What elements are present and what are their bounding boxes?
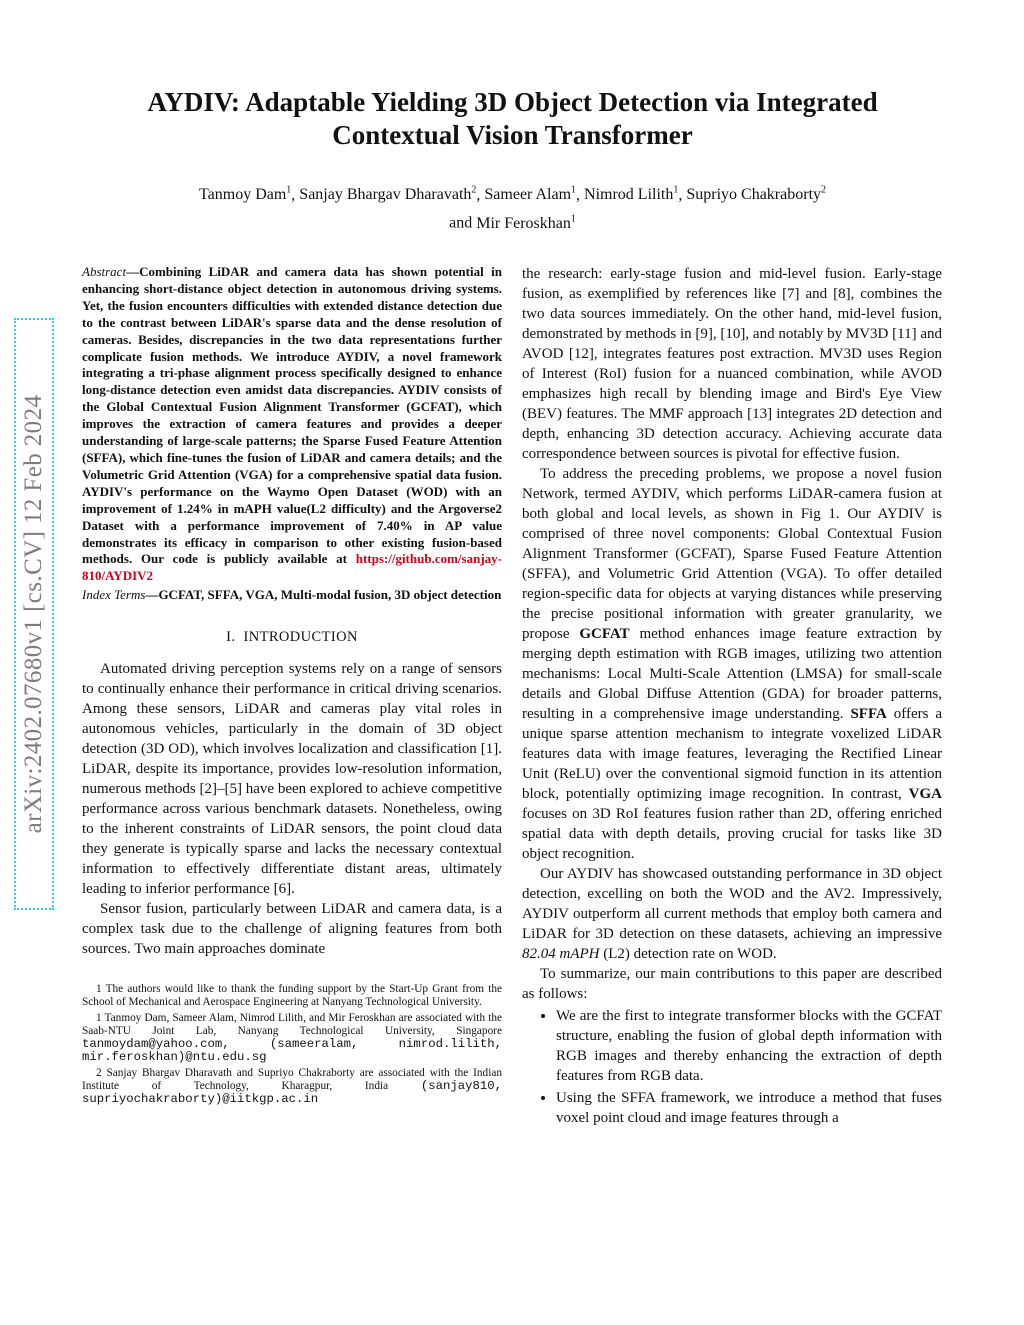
vga-term: VGA bbox=[908, 786, 942, 802]
intro-paragraph: To summarize, our main contributions to this paper are described as follows: bbox=[522, 966, 942, 1002]
arxiv-identifier-stamp bbox=[14, 318, 54, 910]
author: Supriyo Chakraborty$^2$ bbox=[686, 185, 827, 204]
footnote-affiliation-2: 2 Sanjay Bhargav Dharavath and Supriyo Chakraborty are associated with the Indian Institute of Technology, Kharagpur, India (sanjay810, supriyochakraborty)@iitkgp.ac.in bbox=[82, 1067, 502, 1107]
code-repository-link[interactable]: https://github.com/sanjay-810/AYDIV2 bbox=[82, 551, 502, 584]
paper-title-line-1: AYDIV: Adaptable Yielding 3D Object Detection via Integrated bbox=[147, 87, 878, 117]
abstract-label: Abstract bbox=[82, 264, 127, 279]
footnotes bbox=[82, 983, 502, 1106]
contribution-item: • We are the first to integrate transformer blocks with the GCFAT structure, enabling the fusion of global depth information with RGB images and thereby enhancing the extraction of depth features from RGB data. bbox=[556, 1006, 942, 1086]
author: Nimrod Lilith$^1$ bbox=[584, 185, 679, 204]
abstract-text: Combining LiDAR and camera data has shown potential in enhancing short-distance object detection in autonomous driving systems. Yet, the fusion encounters difficulties with extended distance detection due to the contrast between LiDAR's sparse data and the dense resolution of cameras. Besides, discrepancies in the two data representations further complicate fusion methods. We introduce AYDIV, a novel framework integrating a tri-phase alignment process specifically designed to enhance long-distance detection even amidst data discrepancies. AYDIV consists of the Global Contextual Fusion Alignment Transformer (GCFAT), which improves the extraction of camera features and provides a deeper understanding of large-scale patterns; the Sparse Fused Feature Attention (SFFA), which fine-tunes the fusion of LiDAR and camera details; and the Volumetric Grid Attention (VGA) for a comprehensive spatial data fusion. AYDIV's performance on the Waymo Open Dataset (WOD) with an improvement of 1.24% in mAPH value(L2 difficulty) and the Argoverse2 Dataset with a performance improvement of 7.40% in AP value demonstrates its efficacy in comparison to other existing fusion-based methods. Our code is publicly available at bbox=[82, 264, 502, 567]
author: Tanmoy Dam$^1$ bbox=[198, 185, 292, 204]
sffa-term: SFFA bbox=[850, 706, 887, 722]
paper-title-line-2: Contextual Vision Transformer bbox=[332, 120, 693, 150]
abstract: Abstract—Combining LiDAR and camera data has shown potential in enhancing short-distance object detection in autonomous driving systems. Yet, the fusion encounters difficulties with extended distance detection due to the contrast between LiDAR's sparse data and the dense resolution of cameras. Besides, discrepancies in the two data representations further complicate fusion methods. We introduce AYDIV, a novel framework integrating a tri-phase alignment process specifically designed to enhance long-distance detection even amidst data discrepancies. AYDIV consists of the Global Contextual Fusion Alignment Transformer (GCFAT), which improves the extraction of camera features and provides a deeper understanding of large-scale patterns; the Sparse Fused Feature Attention (SFFA), which fine-tunes the fusion of LiDAR and camera details; and the Volumetric Grid Attention (VGA) for a comprehensive spatial data fusion. AYDIV's performance on the Waymo Open Dataset (WOD) with an improvement of 1.24% in mAPH value(L2 difficulty) and the Argoverse2 Dataset with a performance improvement of 7.40% in AP value demonstrates its efficacy in comparison to other existing fusion-based methods. Our code is publicly available at https://github.com/sanjay-810/AYDIV2 bbox=[82, 264, 502, 584]
mAPH-metric: 82.04 mAPH bbox=[522, 946, 600, 962]
author: Sanjay Bhargav Dharavath$^2$ bbox=[299, 185, 477, 204]
section-heading-introduction: I. INTRODUCTION bbox=[226, 629, 358, 646]
left-column bbox=[82, 264, 502, 1109]
contributions-list bbox=[522, 1006, 942, 1128]
index-terms-text: GCFAT, SFFA, VGA, Multi-modal fusion, 3D object detection bbox=[158, 587, 502, 603]
affiliation-1-emails: tanmoydam@yahoo.com, (sameeralam, nimrod.lilith, mir.feroskhan)@ntu.edu.sg bbox=[82, 1037, 502, 1065]
right-column bbox=[522, 264, 942, 1130]
index-terms: Index Terms—GCFAT, SFFA, VGA, Multi-modal fusion, 3D object detection bbox=[82, 587, 502, 603]
author: Mir Feroskhan$^1$ bbox=[476, 213, 576, 232]
intro-paragraph: To address the preceding problems, we propose a novel fusion Network, termed AYDIV, which performs LiDAR-camera fusion at both global and local levels, as shown in Fig 1. Our AYDIV is comprised of three novel components: Global Contextual Fusion Alignment Transformer (GCFAT), Sparse Fused Feature Attention (SFFA), and Volumetric Grid Attention (VGA). To offer detailed region-specific data for objects at varying distances while preserving the precise positional information with greater granularity, we propose GCFAT method enhances image feature extraction by merging depth estimation with RGB images, utilizing two attention mechanisms: Local Multi-Scale Attention (LMSA) for small-scale details and Global Diffuse Attention (GDA) for broader patterns, resulting in a comprehensive image understanding. SFFA offers a unique sparse attention mechanism to integrate voxelized LiDAR features data with image features, leveraging the Rectified Linear Unit (ReLU) over the conventional sigmoid function in its attention block, potentially optimizing image recognition. In contrast, VGA focuses on 3D RoI features fusion rather than 2D, offering enriched spatial data with depth details, proving crucial for tasks like 3D object recognition. bbox=[522, 466, 943, 862]
intro-paragraph: Our AYDIV has showcased outstanding performance in 3D object detection, excelling on both the WOD and the AV2. Impressively, AYDIV outperform all current methods that employ both camera and LiDAR for 3D detection on these datasets, achieving an impressive 82.04 mAPH (L2) detection rate on WOD. bbox=[522, 866, 942, 962]
arxiv-identifier: arXiv:2402.07680v1 [cs.CV] 12 Feb 2024 bbox=[20, 394, 47, 834]
author-list: Tanmoy Dam$^1$, Sanjay Bhargav Dharavath$^2$, Sameer Alam$^1$, Nimrod Lilith$^1$, Supriyo Chakraborty$^2$ and Mir Feroskhan$^1$ bbox=[198, 185, 827, 232]
footnote-funding: 1 The authors would like to thank the funding support by the Start-Up Grant from the School of Mechanical and Aerospace Engineering at Nanyang Technological University. bbox=[82, 983, 502, 1009]
footnote-affiliation-1: 1 Tanmoy Dam, Sameer Alam, Nimrod Lilith, and Mir Feroskhan are associated with the Saab-NTU Joint Lab, Nanyang Technological University, Singapore tanmoydam@yahoo.com, (sameeralam, nimrod.lilith, mir.feroskhan)@ntu.edu.sg bbox=[82, 1012, 502, 1065]
index-terms-label: Index Terms bbox=[82, 587, 146, 603]
author: Sameer Alam$^1$ bbox=[484, 185, 577, 204]
contribution-item: • Using the SFFA framework, we introduce a method that fuses voxel point cloud and image features through a bbox=[556, 1088, 942, 1128]
intro-paragraph: Automated driving perception systems rely on a range of sensors to continually enhance their performance in critical driving scenarios. Among these sensors, LiDAR and cameras play vital roles in autonomous vehicles, particularly in the domain of 3D object detection (3D OD), which involves localization and classification [1]. LiDAR, despite its importance, provides low-resolution information, numerous methods [2]–[5] have been explored to achieve competitive performance across various benchmark datasets. Nonetheless, owing to the inherent constraints of LiDAR sensors, the point cloud data they generate is typically sparse and lacks the necessary contextual information to effectively differentiate distant areas, ultimately leading to inferior performance [6]. bbox=[82, 661, 502, 898]
paper-title bbox=[90, 86, 935, 152]
intro-paragraph: Sensor fusion, particularly between LiDAR and camera data, is a complex task due to the challenge of aligning features from both sources. Two main approaches dominate bbox=[82, 901, 502, 958]
gcfat-term: GCFAT bbox=[579, 626, 630, 642]
affiliation-2-emails: (sanjay810, supriyochakraborty)@iitkgp.ac.in bbox=[82, 1079, 502, 1107]
intro-paragraph-continued: the research: early-stage fusion and mid-level fusion. Early-stage fusion, as exemplified by references like [7] and [8], combines the two data sources immediately. On the other hand, mid-level fusion, demonstrated by methods in [9], [10], and notably by MV3D [11] and AVOD [12], integrates features post extraction. MV3D uses Region of Interest (RoI) fusion for a nuanced combination, while AVOD emphasizes high recall by blending image and Bird's Eye View (BEV) features. The MMF approach [13] integrates 2D detection and depth, enhancing 3D detection accuracy. Achieving accurate data correspondence between sources is pivotal for effective fusion. bbox=[522, 266, 942, 462]
